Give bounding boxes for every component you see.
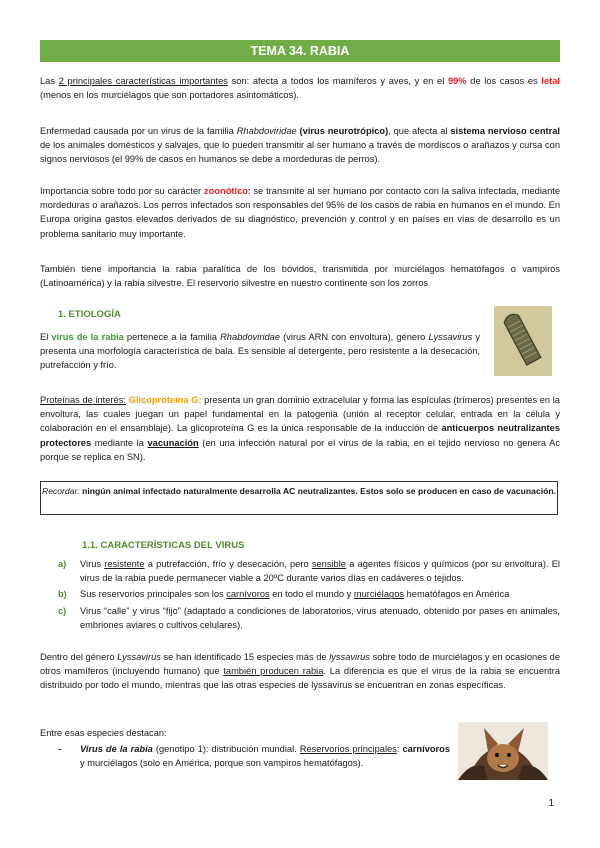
underlined-text: carnívoros [226, 589, 270, 600]
underlined-vaccination: vacunación [147, 437, 199, 448]
text: Virus [80, 559, 105, 569]
text: Sus reservorios principales son los [80, 589, 227, 600]
text: en todo el mundo y [269, 589, 354, 600]
text: , que afecta al [388, 126, 451, 136]
text: (menos en los murciélagos que son portadores asintomáticos). [40, 90, 299, 101]
text: a agentes físicos y químicos (por su envoltura). El virus de la rabia puede permanecer viable a 20ºC durante varios días en cadáveres o tejidos. [80, 559, 560, 584]
underlined-text: Reservorios principales [299, 744, 397, 754]
italic-family: Rhabdoviridae [220, 332, 281, 342]
text: (genotipo 1): distribución mundial. [152, 744, 300, 754]
text: y presenta una morfología característica de bala. Es sensible al detergente, pero resistente a la desecación, putrefacción y frío. [40, 332, 480, 371]
bold-antibodies: anticuerpos neutralizantes protectores [40, 423, 560, 448]
paragraph-proteins [40, 393, 560, 464]
text: mediante la [91, 437, 148, 448]
text: hematófagos en América [404, 589, 510, 600]
text: a putrefacción, frío y desecación, pero [144, 559, 312, 569]
highlight-virus: virus de la rabia [51, 332, 124, 342]
bat-photo [458, 722, 548, 780]
list-item [58, 557, 560, 585]
paragraph-etiology [40, 330, 480, 373]
italic-family: Rhabdoviridae [236, 126, 297, 136]
text: pertenece a la familia [123, 332, 221, 342]
highlight-zoonotic: zoonótico [204, 186, 248, 196]
list-marker: - [58, 744, 62, 754]
paragraph-lyssavirus [40, 650, 560, 693]
paragraph-cause [40, 124, 560, 167]
list-item [58, 587, 560, 601]
text: Dentro del género [40, 652, 118, 662]
paragraph-paralytic: También tiene importancia la rabia paralítica de los bóvidos, transmitida por murciélagos hematófagos o vampiros (Latinoamérica) y la rabia silvestre. El reservorio silvestre en nuestro continente son los zorros [40, 264, 560, 289]
italic-genus: Lyssavirus [428, 332, 473, 342]
text: son: afecta a todos los mamíferos y aves, y en el [227, 76, 448, 86]
paragraph-intro [40, 74, 560, 102]
underlined-text: 2 principales características importantes [58, 76, 228, 86]
underlined-text: también producen rabia [223, 666, 324, 677]
text: Enfermedad causada por un virus de la familia [40, 126, 237, 136]
reminder-text: ningún animal infectado naturalmente desarrolla AC neutralizantes. Estos solo se producen en caso de vacunación. [79, 486, 556, 496]
underlined-lead: Proteínas de interés: [40, 395, 126, 405]
italic-genus: Lyssavirus [117, 652, 161, 662]
highlight-glycoprotein: Glicoproteína G: [128, 395, 202, 405]
list-marker: a) [58, 559, 67, 569]
text: de los animales domésticos y salvajes, que lo pueden transmitir al ser humano a través de mordiscos o arañazos y cursa con signos nerviosos (el 99% de casos en humanos se debe a mordeduras de perros). [40, 140, 560, 165]
list-marker: b) [58, 589, 67, 600]
underlined-text: resistente [104, 559, 145, 569]
text: y murciélagos (solo en América, porque son vampiros hematófagos). [80, 758, 364, 769]
text: sobre todo de murciélagos y en ocasiones de otros mamíferos (incluyendo humano) que [40, 652, 560, 677]
subsection-heading-characteristics: 1.1. CARACTERÍSTICAS DEL VIRUS [82, 540, 245, 551]
underlined-text: murciélagos [353, 589, 405, 600]
page-title: TEMA 34. RABIA [40, 40, 560, 62]
paragraph-importance [40, 184, 560, 241]
text: : se transmite al ser humano por contacto con la saliva infectada, mediante mordeduras o arañazos. Los perros infectados son responsables del 95% de los casos de rabia en humanos en el mundo. En Europa origina gastos elevados derivados de su diagnóstico, prevención y control y en países en vías de desarrollo es un problema sanitario muy importante. [40, 186, 560, 239]
underlined-text: sensible [311, 559, 346, 569]
virus-micrograph [494, 306, 552, 376]
bold-carnivores: carnívoros [402, 744, 451, 754]
paragraph-species-intro: Entre esas especies destacan: [40, 728, 167, 738]
text: (virus ARN con envoltura), género [280, 332, 429, 342]
list-item [58, 604, 560, 632]
text: : [396, 744, 403, 754]
italic-genus: lyssavirus [329, 652, 370, 662]
section-heading-etiologia: 1. ETIOLOGÍA [58, 309, 121, 320]
reminder-lead: Recordar: [41, 486, 80, 496]
text: El [40, 332, 52, 342]
text: Virus “calle” y virus “fijo” (adaptado a condiciones de laboratorios, virus atenuado, obtenido por pases en animales, embriones aviares o cultivos celulares). [80, 605, 560, 630]
text: Importancia sobre todo por su carácter [40, 186, 205, 196]
highlight-letal: letal [541, 76, 560, 86]
page-number: 1 [548, 798, 554, 809]
bold-neurotropic: (virus neurotrópico) [299, 126, 389, 136]
characteristics-list [58, 557, 560, 634]
bold-snc: sistema nervioso central [450, 126, 560, 136]
highlight-percent: 99% [447, 76, 467, 86]
text: . La diferencia es que el virus de la rabia se encuentra distribuido por todo el mundo, mientras que las otras especies de lyssavirus se encuentran en zonas específicas. [40, 666, 561, 691]
list-marker: c) [58, 605, 67, 616]
text: (en una infección natural por el virus de la rabia, en el tejido nervioso no genera Ac porque se replica en SN). [40, 437, 561, 462]
species-name: Virus de la rabia [80, 744, 153, 754]
text: de los casos es [466, 76, 542, 86]
species-item [58, 742, 450, 770]
text: se han identificado 15 especies más de [160, 652, 330, 662]
text: Las [40, 76, 59, 86]
reminder-box [40, 481, 558, 515]
text: presenta un gran dominio extracelular y forma las espículas (trímeros) presentes en la envoltura, las cuales juegan un papel fundamental en la patogenia (unión al receptor celular, entrada en la célula y colaboración en el ensamblaje). La glicoproteína G es la única responsable de la inducción de [40, 395, 560, 434]
